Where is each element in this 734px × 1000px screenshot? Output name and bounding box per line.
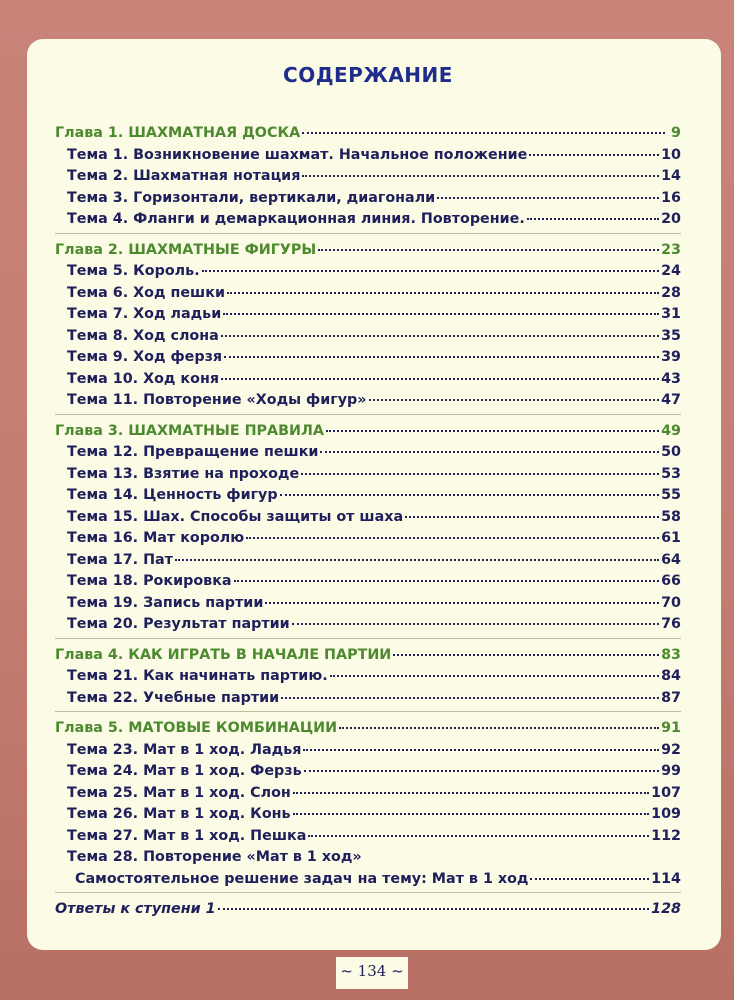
chapter-page-number: 91 bbox=[661, 720, 681, 736]
topic-entry[interactable] bbox=[55, 528, 681, 550]
topic-label: Тема 10. Ход коня bbox=[67, 370, 220, 387]
section-divider bbox=[55, 711, 681, 712]
chapter-entry[interactable] bbox=[55, 123, 681, 145]
topic-page-number: 87 bbox=[661, 689, 681, 706]
dot-leader bbox=[318, 249, 659, 251]
topic-label: Тема 22. Учебные партии bbox=[67, 689, 280, 706]
topic-subentry[interactable] bbox=[55, 869, 681, 891]
topic-entry[interactable] bbox=[55, 688, 681, 710]
topic-page-number: 99 bbox=[661, 763, 681, 779]
topic-page-number: 31 bbox=[661, 306, 681, 322]
topic-page-number: 64 bbox=[661, 551, 681, 568]
topic-entry[interactable] bbox=[55, 442, 681, 464]
topic-entry[interactable] bbox=[55, 464, 681, 486]
topic-label: Тема 26. Мат в 1 ход. Конь bbox=[67, 806, 291, 822]
dot-leader bbox=[223, 313, 659, 315]
topic-label: Тема 25. Мат в 1 ход. Слон bbox=[67, 784, 291, 801]
dot-leader bbox=[280, 494, 659, 496]
topic-entry[interactable] bbox=[55, 666, 681, 688]
chapter-group bbox=[55, 645, 681, 710]
topic-entry[interactable] bbox=[55, 550, 681, 572]
topic-entry[interactable] bbox=[55, 347, 681, 369]
chapter-label: Глава 5. МАТОВЫЕ КОМБИНАЦИИ bbox=[55, 720, 338, 736]
section-divider bbox=[55, 892, 681, 893]
chapter-entry[interactable] bbox=[55, 240, 681, 262]
topic-entry[interactable] bbox=[55, 326, 681, 348]
dot-leader bbox=[303, 749, 659, 751]
topic-label: Тема 17. Пат bbox=[67, 551, 173, 568]
topic-page-number: 16 bbox=[661, 189, 681, 206]
dot-leader bbox=[530, 878, 649, 880]
topic-page-number: 39 bbox=[661, 349, 681, 365]
topic-label: Тема 15. Шах. Способы защиты от шаха bbox=[67, 508, 404, 525]
topic-entry[interactable] bbox=[55, 261, 681, 283]
topic-page-number: 109 bbox=[651, 806, 681, 822]
chapter-group bbox=[55, 123, 681, 231]
topic-page-number: 55 bbox=[661, 487, 681, 503]
section-divider bbox=[55, 638, 681, 639]
dot-leader bbox=[234, 580, 660, 582]
answers-entry[interactable] bbox=[55, 899, 681, 921]
dot-leader bbox=[369, 399, 660, 401]
dot-leader bbox=[221, 335, 659, 337]
dot-leader bbox=[393, 654, 659, 656]
topic-label: Тема 9. Ход ферзя bbox=[67, 349, 223, 365]
chapter-label: Глава 1. ШАХМАТНАЯ ДОСКА bbox=[55, 125, 301, 141]
topic-label: Тема 5. Король. bbox=[67, 263, 200, 279]
dot-leader bbox=[326, 430, 659, 432]
chapter-entry[interactable] bbox=[55, 718, 681, 740]
topic-page-number: 10 bbox=[661, 146, 681, 163]
dot-leader bbox=[302, 132, 665, 134]
topic-label: Тема 20. Результат партии bbox=[67, 616, 290, 632]
chapter-entry[interactable] bbox=[55, 421, 681, 443]
topic-page-number: 20 bbox=[661, 211, 681, 227]
topic-entry[interactable] bbox=[55, 761, 681, 783]
topic-page-number: 107 bbox=[651, 784, 681, 801]
topic-label: Тема 6. Ход пешки bbox=[67, 284, 225, 301]
answers-page-number: 128 bbox=[651, 901, 681, 917]
topic-page-number: 47 bbox=[661, 392, 681, 408]
topic-entry[interactable] bbox=[55, 571, 681, 593]
topic-page-number: 76 bbox=[661, 616, 681, 632]
topic-entry[interactable] bbox=[55, 507, 681, 529]
dot-leader bbox=[304, 770, 659, 772]
toc-page bbox=[27, 39, 721, 950]
dot-leader bbox=[293, 792, 649, 794]
topic-sub-label: Самостоятельное решение задач на тему: Мат в 1 ход bbox=[75, 870, 529, 887]
topic-label: Тема 7. Ход ладьи bbox=[67, 306, 222, 322]
topic-page-number: 43 bbox=[661, 370, 681, 387]
topic-entry[interactable] bbox=[55, 145, 681, 167]
answers-label: Ответы к ступени 1 bbox=[55, 901, 216, 917]
topic-label: Тема 24. Мат в 1 ход. Ферзь bbox=[67, 763, 302, 779]
topic-page-number: 58 bbox=[661, 508, 681, 525]
topic-entry[interactable] bbox=[55, 188, 681, 210]
topic-label: Тема 1. Возникновение шахмат. Начальное положение bbox=[67, 146, 528, 163]
topic-entry[interactable] bbox=[55, 614, 681, 636]
topic-label: Тема 27. Мат в 1 ход. Пешка bbox=[67, 827, 307, 844]
topic-label: Тема 16. Мат королю bbox=[67, 530, 245, 546]
topic-entry[interactable] bbox=[55, 847, 681, 869]
topic-entry[interactable] bbox=[55, 166, 681, 188]
topic-label: Тема 2. Шахматная нотация bbox=[67, 168, 301, 184]
dot-leader bbox=[218, 908, 650, 910]
topic-entry[interactable] bbox=[55, 740, 681, 762]
topic-page-number: 66 bbox=[661, 573, 681, 589]
chapter-entry[interactable] bbox=[55, 645, 681, 667]
dot-leader bbox=[339, 727, 659, 729]
topic-page-number: 53 bbox=[661, 465, 681, 482]
dot-leader bbox=[405, 516, 659, 518]
topic-entry[interactable] bbox=[55, 304, 681, 326]
topic-entry[interactable] bbox=[55, 390, 681, 412]
topic-label: Тема 11. Повторение «Ходы фигур» bbox=[67, 392, 367, 408]
dot-leader bbox=[527, 218, 659, 220]
section-divider bbox=[55, 414, 681, 415]
topic-label: Тема 12. Превращение пешки bbox=[67, 444, 319, 460]
chapter-label: Глава 2. ШАХМАТНЫЕ ФИГУРЫ bbox=[55, 241, 317, 258]
topic-page-number: 50 bbox=[661, 444, 681, 460]
dot-leader bbox=[302, 175, 659, 177]
chapter-page-number: 49 bbox=[661, 422, 681, 439]
topic-page-number: 28 bbox=[661, 284, 681, 301]
topic-entry[interactable] bbox=[55, 593, 681, 615]
chapter-group bbox=[55, 718, 681, 890]
topic-page-number: 92 bbox=[661, 741, 681, 758]
topic-label: Тема 8. Ход слона bbox=[67, 327, 219, 344]
page-number: ~ 134 ~ bbox=[336, 957, 408, 989]
dot-leader bbox=[202, 270, 659, 272]
dot-leader bbox=[292, 623, 659, 625]
chapter-label: Глава 4. КАК ИГРАТЬ В НАЧАЛЕ ПАРТИИ bbox=[55, 646, 392, 663]
chapter-page-number: 83 bbox=[661, 646, 681, 663]
topic-label: Тема 19. Запись партии bbox=[67, 594, 264, 611]
dot-leader bbox=[330, 675, 659, 677]
topic-page-number: 70 bbox=[661, 594, 681, 611]
topic-entry[interactable] bbox=[55, 369, 681, 391]
topic-page-number: 24 bbox=[661, 263, 681, 279]
topic-label: Тема 23. Мат в 1 ход. Ладья bbox=[67, 741, 302, 758]
dot-leader bbox=[301, 473, 659, 475]
topic-entry[interactable] bbox=[55, 826, 681, 848]
topic-page-number: 61 bbox=[661, 530, 681, 546]
dot-leader bbox=[227, 292, 659, 294]
dot-leader bbox=[529, 154, 659, 156]
dot-leader bbox=[293, 813, 650, 815]
chapter-group bbox=[55, 240, 681, 412]
topic-entry[interactable] bbox=[55, 485, 681, 507]
chapter-page-number: 23 bbox=[661, 241, 681, 258]
topic-label: Тема 18. Рокировка bbox=[67, 573, 232, 589]
dot-leader bbox=[281, 697, 659, 699]
topic-page-number: 14 bbox=[661, 168, 681, 184]
dot-leader bbox=[175, 559, 659, 561]
page-title: СОДЕРЖАНИЕ bbox=[283, 63, 453, 87]
section-divider bbox=[55, 233, 681, 234]
chapter-page-number: 9 bbox=[671, 125, 681, 141]
dot-leader bbox=[265, 602, 659, 604]
dot-leader bbox=[437, 197, 659, 199]
topic-entry[interactable] bbox=[55, 783, 681, 805]
topic-entry[interactable] bbox=[55, 283, 681, 305]
topic-entry[interactable] bbox=[55, 804, 681, 826]
topic-page-number: 114 bbox=[651, 870, 681, 887]
chapter-group bbox=[55, 421, 681, 636]
topic-page-number: 112 bbox=[651, 827, 681, 844]
dot-leader bbox=[224, 356, 659, 358]
topic-label: Тема 28. Повторение «Мат в 1 ход» bbox=[67, 849, 362, 865]
topic-page-number: 35 bbox=[661, 327, 681, 344]
dot-leader bbox=[246, 537, 659, 539]
dot-leader bbox=[320, 451, 659, 453]
topic-label: Тема 3. Горизонтали, вертикали, диагонали bbox=[67, 189, 436, 206]
topic-label: Тема 13. Взятие на проходе bbox=[67, 465, 300, 482]
dot-leader bbox=[221, 378, 659, 380]
topic-label: Тема 4. Фланги и демаркационная линия. Повторение. bbox=[67, 211, 525, 227]
topic-label: Тема 21. Как начинать партию. bbox=[67, 668, 328, 684]
topic-label: Тема 14. Ценность фигур bbox=[67, 487, 278, 503]
chapter-label: Глава 3. ШАХМАТНЫЕ ПРАВИЛА bbox=[55, 422, 324, 439]
topic-entry[interactable] bbox=[55, 209, 681, 231]
dot-leader bbox=[308, 835, 649, 837]
topic-page-number: 84 bbox=[661, 668, 681, 684]
